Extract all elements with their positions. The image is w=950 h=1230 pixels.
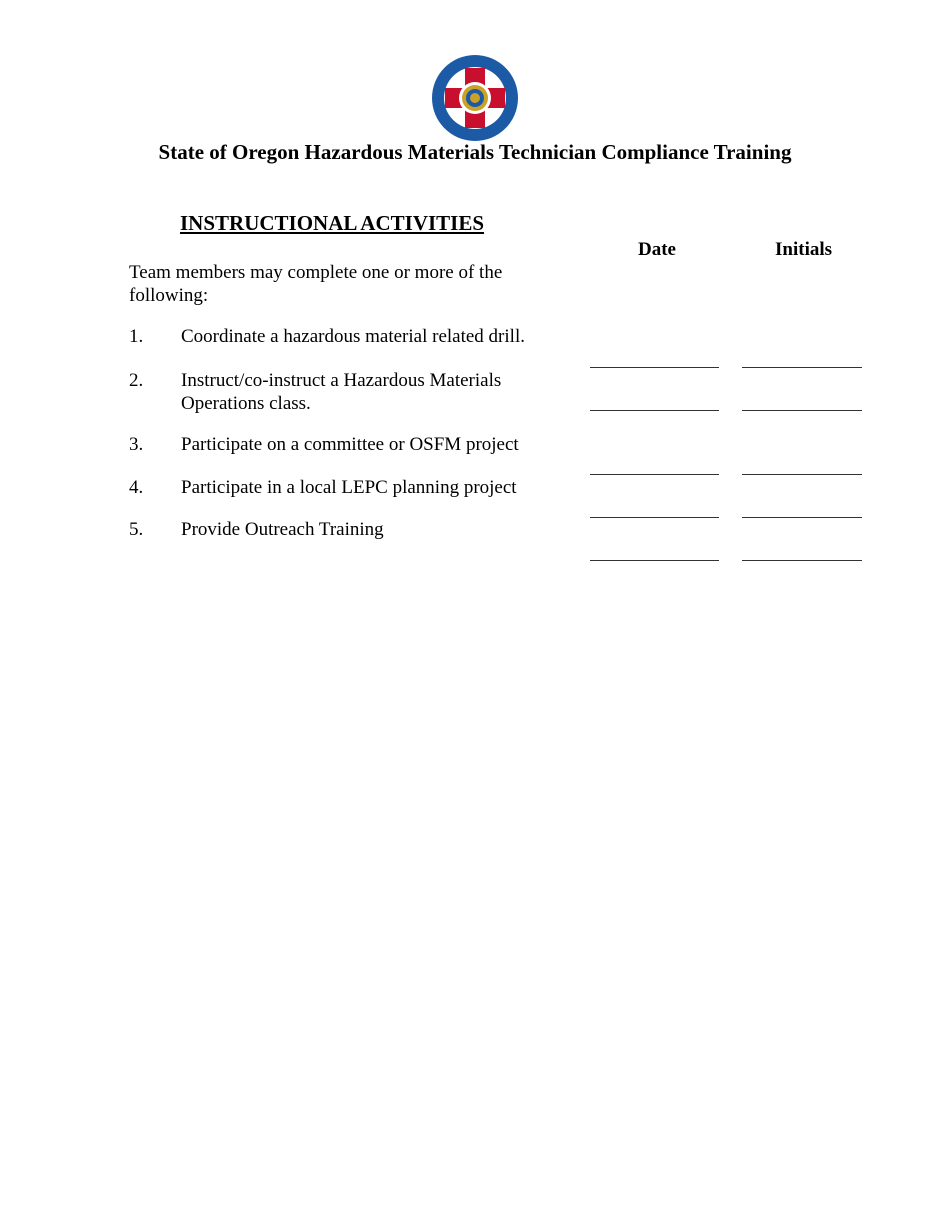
initials-entry-line[interactable] bbox=[742, 517, 862, 518]
item-number: 3. bbox=[129, 434, 144, 455]
item-number: 4. bbox=[129, 477, 144, 498]
date-column-header: Date bbox=[638, 239, 676, 260]
item-text: Provide Outreach Training bbox=[181, 519, 384, 540]
oregon-state-fire-marshal-seal-logo bbox=[431, 54, 519, 142]
item-text: Coordinate a hazardous material related drill. bbox=[181, 326, 525, 347]
item-number: 5. bbox=[129, 519, 144, 540]
initials-entry-line[interactable] bbox=[742, 367, 862, 368]
item-number: 1. bbox=[129, 326, 144, 347]
item-text: Participate in a local LEPC planning project bbox=[181, 477, 517, 498]
date-entry-line[interactable] bbox=[590, 560, 719, 561]
date-entry-line[interactable] bbox=[590, 410, 719, 411]
initials-entry-line[interactable] bbox=[742, 560, 862, 561]
initials-column-header: Initials bbox=[775, 239, 833, 260]
date-entry-line[interactable] bbox=[590, 367, 719, 368]
initials-entry-line[interactable] bbox=[742, 410, 862, 411]
initials-entry-line[interactable] bbox=[742, 474, 862, 475]
section-heading: INSTRUCTIONAL ACTIVITIES bbox=[180, 211, 485, 235]
date-entry-line[interactable] bbox=[590, 517, 719, 518]
document-title: State of Oregon Hazardous Materials Technician Compliance Training bbox=[158, 140, 792, 164]
item-text: Instruct/co-instruct a Hazardous Materials Operations class. bbox=[181, 370, 502, 414]
item-text: Participate on a committee or OSFM project bbox=[181, 434, 519, 455]
date-entry-line[interactable] bbox=[590, 474, 719, 475]
intro-text: Team members may complete one or more of the following: bbox=[129, 262, 503, 306]
item-number: 2. bbox=[129, 370, 144, 391]
